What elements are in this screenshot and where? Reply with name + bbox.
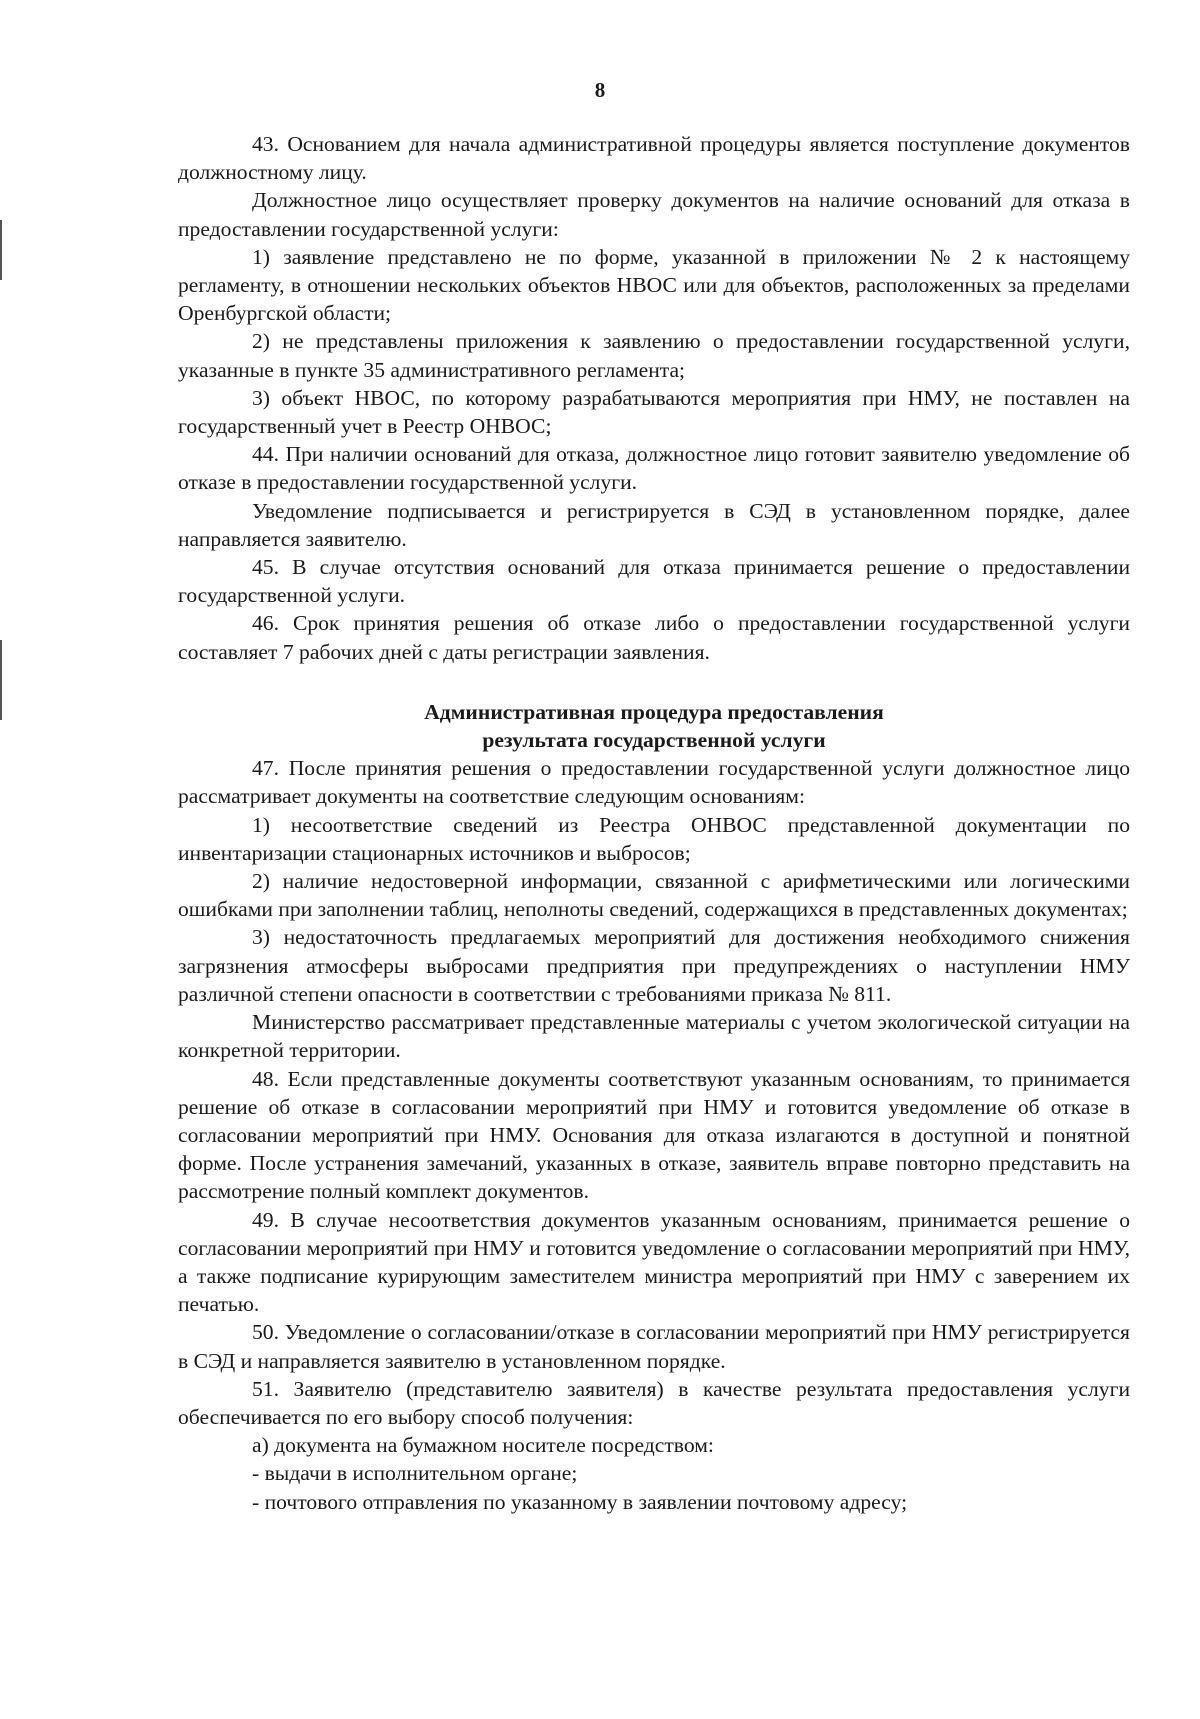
list-item-3-b: 3) недостаточность предлагаемых мероприятий для достижения необходимого снижения загрязнения атмосферы выбросами предприятия при предупреждениях о наступлении НМУ различной степени опасности в соответствии с требованиями приказа № 811. xyxy=(178,925,1130,1006)
section-heading-line-2: результата государственной услуги xyxy=(482,728,826,753)
paragraph-48: 48. Если представленные документы соответствуют указанным основаниям, то принимается решение об отказе в согласовании мероприятий при НМУ и готовится уведомление об отказе в согласовании мероприятий при НМУ. Основания для отказа излагаются в доступной и понятной форме. После устранения замечаний, указанных в отказе, заявитель вправе повторно представить на рассмотрение полный комплект документов. xyxy=(178,1066,1130,1204)
page-number: 8 xyxy=(594,78,606,102)
list-item-dash-1: - выдачи в исполнительном органе; xyxy=(252,1461,578,1486)
list-item-a: а) документа на бумажном носителе посредством: xyxy=(252,1433,714,1458)
paragraph-notice: Уведомление подписывается и регистрируется в СЭД в установленном порядке, далее направляется заявителю. xyxy=(178,498,1130,551)
paragraph-51: 51. Заявителю (представителю заявителя) в качестве результата предоставления услуги обеспечивается по его выбору способ получения: xyxy=(178,1376,1130,1429)
scan-edge-mark xyxy=(0,640,2,720)
paragraph-47: 47. После принятия решения о предоставлении государственной услуги должностное лицо рассматривает документы на соответствие следующим основаниям: xyxy=(178,756,1130,809)
section-heading xyxy=(178,698,1130,754)
paragraph-49: 49. В случае несоответствия документов указанным основаниям, принимается решение о согласовании мероприятий при НМУ и готовится уведомление о согласовании мероприятий при НМУ, а также подписание курирующим заместителем министра мероприятий при НМУ с заверением их печатью. xyxy=(178,1207,1130,1317)
paragraph-ministry: Министерство рассматривает представленные материалы с учетом экологической ситуации на конкретной территории. xyxy=(178,1010,1130,1063)
list-item-1-b: 1) несоответствие сведений из Реестра ОНВОС представленной документации по инвентаризации стационарных источников и выбросов; xyxy=(178,812,1130,865)
list-item-1: 1) заявление представлено не по форме, указанной в приложении № 2 к настоящему регламенту, в отношении нескольких объектов НВОС или для объектов, расположенных за пределами Оренбургской области; xyxy=(178,244,1130,326)
paragraph-45: 45. В случае отсутствия оснований для отказа принимается решение о предоставлении государственной услуги. xyxy=(178,555,1130,608)
list-item-dash-2: - почтового отправления по указанному в заявлении почтовому адресу; xyxy=(252,1489,908,1514)
scan-edge-mark xyxy=(0,220,2,280)
paragraph-46: 46. Срок принятия решения об отказе либо о предоставлении государственной услуги составляет 7 рабочих дней с даты регистрации заявления. xyxy=(178,611,1130,664)
list-item-2: 2) не представлены приложения к заявлению о предоставлении государственной услуги, указанные в пункте 35 административного регламента; xyxy=(178,329,1130,382)
paragraph-50: 50. Уведомление о согласовании/отказе в согласовании мероприятий при НМУ регистрируется в СЭД и направляется заявителю в установленном порядке. xyxy=(178,1320,1130,1373)
document-body xyxy=(178,130,1130,1516)
paragraph-verification: Должностное лицо осуществляет проверку документов на наличие оснований для отказа в предоставлении государственной услуги: xyxy=(178,188,1130,241)
paragraph-43: 43. Основанием для начала административной процедуры является поступление документов должностному лицу. xyxy=(178,132,1130,185)
section-heading-line-1: Административная процедура предоставления xyxy=(424,699,884,724)
list-item-2-b: 2) наличие недостоверной информации, связанной с арифметическими или логическими ошибками при заполнении таблиц, неполноты сведений, содержащихся в представленных документах; xyxy=(178,869,1130,922)
list-item-3: 3) объект НВОС, по которому разрабатываются мероприятия при НМУ, не поставлен на государственный учет в Реестр ОНВОС; xyxy=(178,385,1130,439)
paragraph-44: 44. При наличии оснований для отказа, должностное лицо готовит заявителю уведомление об отказе в предоставлении государственной услуги. xyxy=(178,442,1130,495)
